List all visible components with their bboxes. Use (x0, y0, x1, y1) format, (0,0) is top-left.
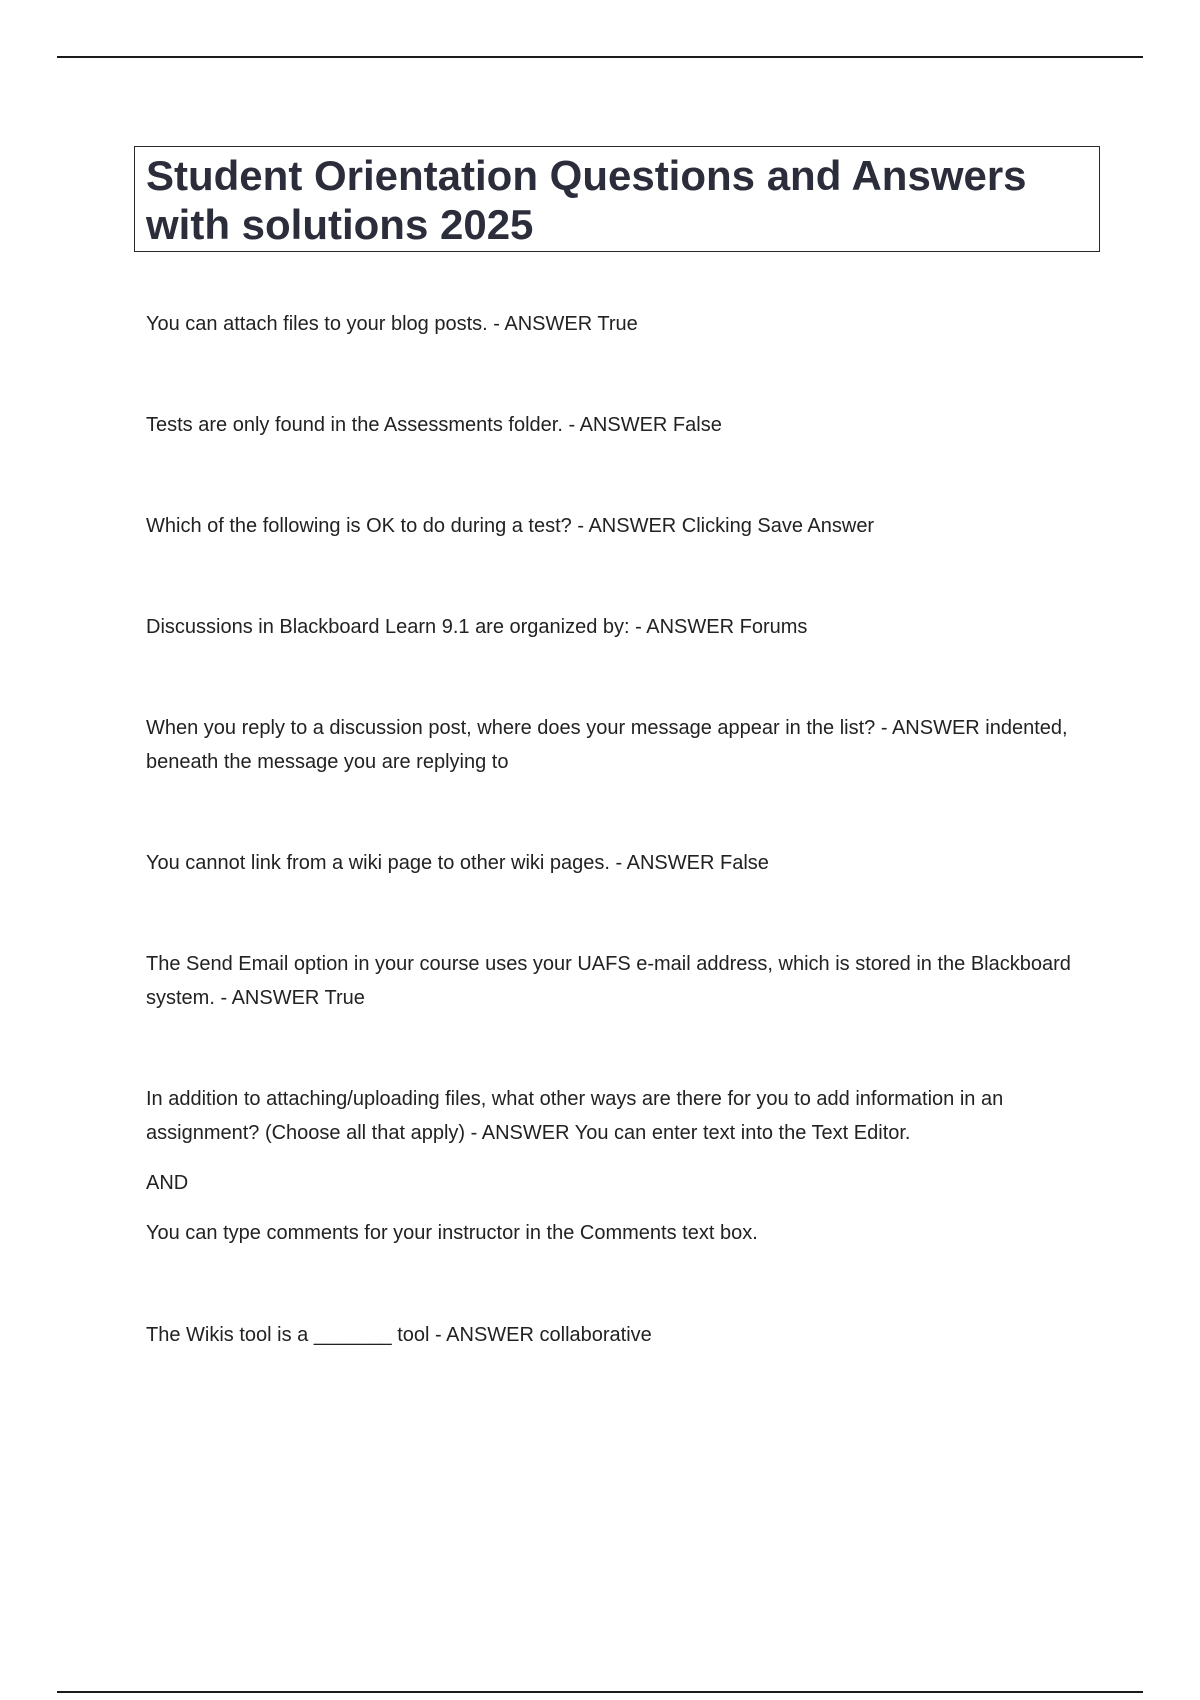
qa-continuation: You can type comments for your instructor in the Comments text box. (146, 1222, 758, 1244)
qa-and-label: AND (146, 1172, 189, 1194)
qa-text: When you reply to a discussion post, where does your message appear in the list? - ANSWER indented, beneath the message you are replying to (146, 717, 1068, 773)
top-rule (57, 56, 1143, 58)
qa-text: Which of the following is OK to do during a test? - ANSWER Clicking Save Answer (146, 515, 875, 537)
qa-text: The Wikis tool is a _______ tool - ANSWER collaborative (146, 1324, 652, 1346)
qa-text: You can attach files to your blog posts. - ANSWER True (146, 313, 638, 335)
qa-item (146, 307, 1106, 341)
qa-item (146, 408, 1106, 442)
qa-text: You cannot link from a wiki page to other wiki pages. - ANSWER False (146, 852, 769, 874)
title-box (134, 146, 1100, 252)
qa-item (146, 947, 1106, 1015)
qa-item (146, 1318, 1106, 1352)
qa-text: In addition to attaching/uploading files, what other ways are there for you to add information in an assignment? (Choose all that apply) - ANSWER You can enter text into the Text Editor. (146, 1088, 1004, 1144)
document-title: Student Orientation Questions and Answers with solutions 2025 (146, 152, 1027, 248)
qa-item (146, 509, 1106, 543)
qa-text: The Send Email option in your course uses your UAFS e-mail address, which is stored in the Blackboard system. - ANSWER True (146, 953, 1071, 1009)
qa-item (146, 846, 1106, 880)
qa-item (146, 1082, 1106, 1250)
qa-text: Discussions in Blackboard Learn 9.1 are organized by: - ANSWER Forums (146, 616, 808, 638)
qa-item (146, 610, 1106, 644)
bottom-rule (57, 1691, 1143, 1693)
qa-text: Tests are only found in the Assessments folder. - ANSWER False (146, 414, 722, 436)
qa-item (146, 711, 1106, 779)
